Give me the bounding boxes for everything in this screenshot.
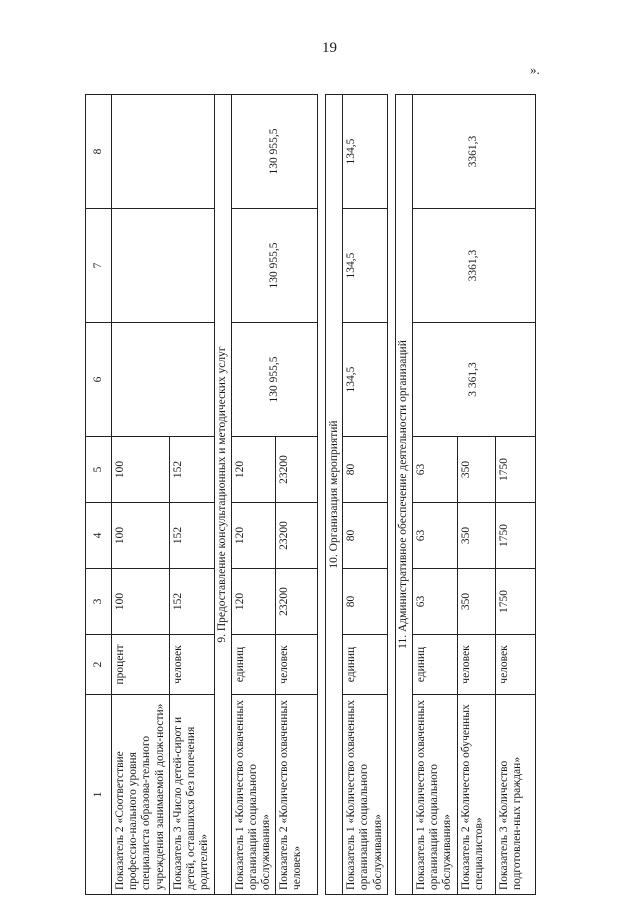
value-cell-5: 152	[169, 437, 214, 503]
unit-cell: единиц	[412, 635, 457, 695]
section-11-value-6: 3 361,3	[412, 323, 535, 437]
value-cell-3: 1750	[495, 569, 535, 635]
empty-cell-6	[112, 323, 215, 437]
value-cell-4: 152	[169, 503, 214, 569]
value-cell-3: 152	[169, 569, 214, 635]
section-header-row	[326, 95, 343, 895]
value-cell-5: 1750	[495, 437, 535, 503]
value-cell-4: 350	[457, 503, 495, 569]
unit-cell: единиц	[231, 635, 276, 695]
header-cell-4: 4	[86, 503, 112, 569]
value-cell-5: 63	[412, 437, 457, 503]
unit-cell: человек	[457, 635, 495, 695]
section-11-title: 11. Административное обеспечение деятельности организаций	[395, 95, 412, 895]
unit-cell: процент	[112, 635, 170, 695]
section-10-value-6: 134,5	[343, 323, 388, 437]
value-cell-3: 23200	[276, 569, 318, 635]
spacer-row	[387, 95, 395, 895]
header-cell-1: 1	[86, 695, 112, 895]
page-number: 19	[322, 40, 337, 56]
section-9-value-6: 130 955,5	[231, 323, 318, 437]
section-10-value-8: 134,5	[343, 95, 388, 209]
value-cell-4: 80	[343, 503, 388, 569]
section-header-row	[214, 95, 231, 895]
indicator-name: Показатель 2 «Количество охваченных человек»	[276, 695, 318, 895]
header-cell-6: 6	[86, 323, 112, 437]
table-row	[112, 95, 170, 895]
empty-cell-7	[112, 209, 215, 323]
closing-quote-mark: ».	[530, 62, 540, 77]
value-cell-4: 23200	[276, 503, 318, 569]
indicator-name: Показатель 1 «Количество охваченных организаций социального обслуживания»	[343, 695, 388, 895]
header-cell-8: 8	[86, 95, 112, 209]
indicator-table	[85, 94, 536, 895]
value-cell-3: 120	[231, 569, 276, 635]
header-cell-7: 7	[86, 209, 112, 323]
value-cell-5: 120	[231, 437, 276, 503]
section-9-title: 9. Предоставление консультационных и методических услуг	[214, 95, 231, 895]
spacer-row	[318, 95, 326, 895]
table-row	[343, 95, 388, 895]
section-9-value-8: 130 955,5	[231, 95, 318, 209]
header-cell-3: 3	[86, 569, 112, 635]
unit-cell: единиц	[343, 635, 388, 695]
indicator-name: Показатель 3 «Число детей-сирот и детей, оставшихся без попечения родителей»	[169, 695, 214, 895]
value-cell-3: 350	[457, 569, 495, 635]
section-11-value-8: 3361,3	[412, 95, 535, 209]
value-cell-4: 100	[112, 503, 170, 569]
indicator-name: Показатель 2 «Количество обученных специалистов»	[457, 695, 495, 895]
unit-cell: человек	[276, 635, 318, 695]
section-9-value-7: 130 955,5	[231, 209, 318, 323]
table-row	[231, 95, 276, 895]
value-cell-5: 23200	[276, 437, 318, 503]
value-cell-3: 63	[412, 569, 457, 635]
empty-cell-8	[112, 95, 215, 209]
indicator-name: Показатель 1 «Количество охваченных организаций социального обслуживания»	[412, 695, 457, 895]
section-10-title: 10. Организация мероприятий	[326, 95, 343, 895]
spacer-cell	[318, 95, 326, 895]
value-cell-3: 100	[112, 569, 170, 635]
table-row	[412, 95, 457, 895]
value-cell-5: 80	[343, 437, 388, 503]
header-cell-5: 5	[86, 437, 112, 503]
indicator-name: Показатель 1 «Количество охваченных организаций социального обслуживания»	[231, 695, 276, 895]
section-10-value-7: 134,5	[343, 209, 388, 323]
spacer-cell	[387, 95, 395, 895]
section-header-row	[395, 95, 412, 895]
value-cell-5: 350	[457, 437, 495, 503]
value-cell-5: 100	[112, 437, 170, 503]
header-cell-2: 2	[86, 635, 112, 695]
section-11-value-7: 3361,3	[412, 209, 535, 323]
indicator-name: Показатель 3 «Количество подготовлен-ных граждан»	[495, 695, 535, 895]
unit-cell: человек	[495, 635, 535, 695]
value-cell-4: 63	[412, 503, 457, 569]
indicator-name: Показатель 2 «Соответствие профессио-нального уровня специалиста образова-тельного учреждения занимаемой долж-ности»	[112, 695, 170, 895]
unit-cell: человек	[169, 635, 214, 695]
value-cell-4: 120	[231, 503, 276, 569]
value-cell-3: 80	[343, 569, 388, 635]
rotated-table-container	[85, 95, 530, 895]
value-cell-4: 1750	[495, 503, 535, 569]
column-number-row	[86, 95, 112, 895]
